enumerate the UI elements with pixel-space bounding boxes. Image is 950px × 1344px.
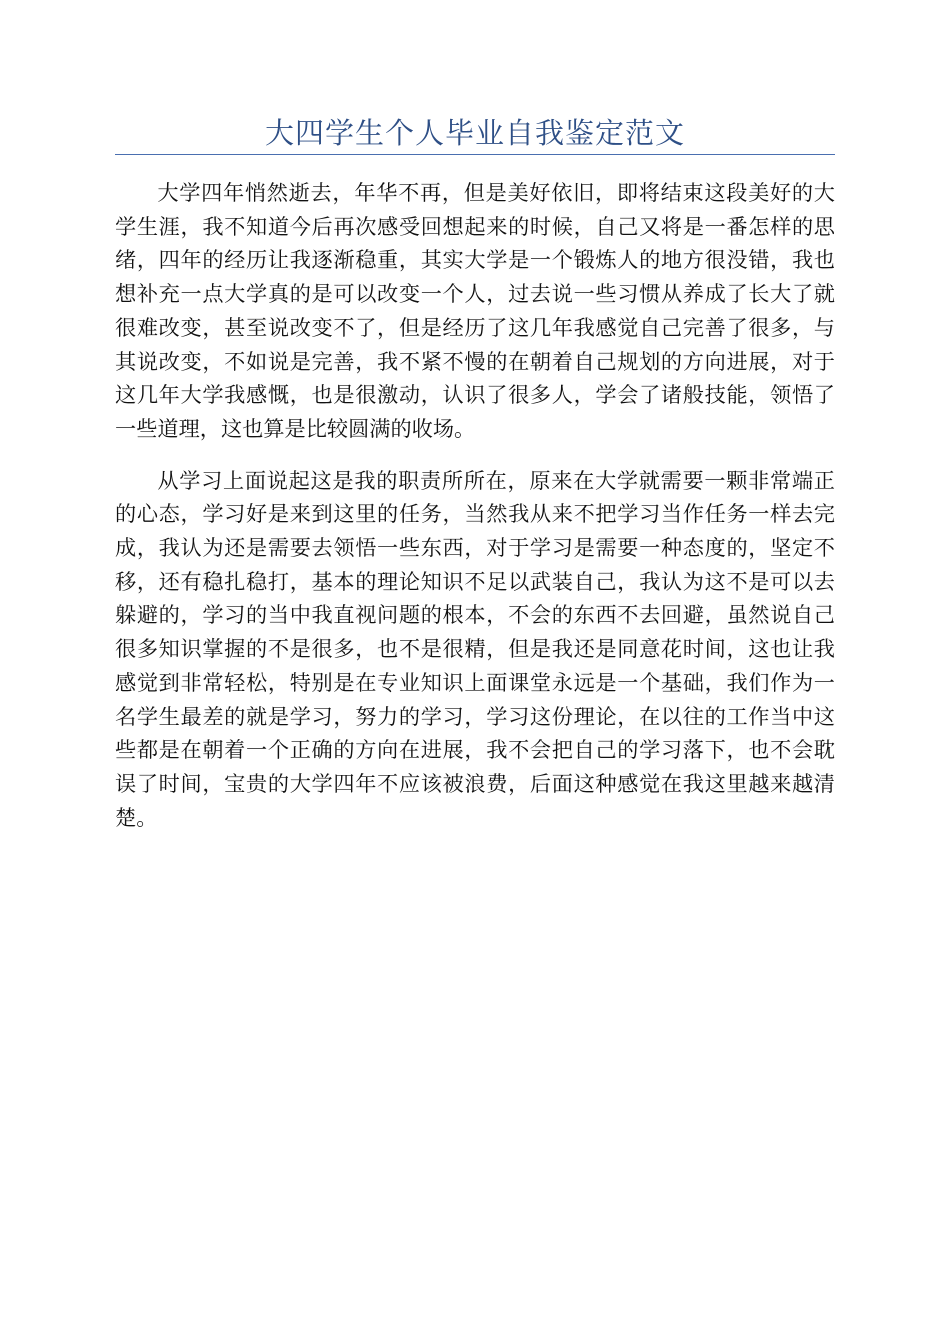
document-title: 大四学生个人毕业自我鉴定范文	[264, 116, 685, 150]
paragraph-1: 大学四年悄然逝去，年华不再，但是美好依旧，即将结束这段美好的大学生涯，我不知道今后再次感受回想起来的时候，自己又将是一番怎样的思绪，四年的经历让我逐渐稳重，其实大学是一个锻炼人的地方很没错，我也想补充一点大学真的是可以改变一个人，过去说一些习惯从养成了长大了就很难改变，甚至说改变不了，但是经历了这几年我感觉自己完善了很多，与其说改变，不如说是完善，我不紧不慢的在朝着自己规划的方向进展，对于这几年大学我感慨，也是很激动，认识了很多人，学会了诸般技能，领悟了一些道理，这也算是比较圆满的收场。	[115, 180, 835, 441]
paragraph-2: 从学习上面说起这是我的职责所所在，原来在大学就需要一颗非常端正的心态，学习好是来到这里的任务，当然我从来不把学习当作任务一样去完成，我认为还是需要去领悟一些东西，对于学习是需要一种态度的，坚定不移，还有稳扎稳打，基本的理论知识不足以武装自己，我认为这不是可以去躲避的，学习的当中我直视问题的根本，不会的东西不去回避，虽然说自己很多知识掌握的不是很多，也不是很精，但是我还是同意花时间，这也让我感觉到非常轻松，特别是在专业知识上面课堂永远是一个基础，我们作为一名学生最差的就是学习，努力的学习，学习这份理论，在以往的工作当中这些都是在朝着一个正确的方向在进展，我不会把自己的学习落下，也不会耽误了时间，宝贵的大学四年不应该被浪费，后面这种感觉在我这里越来越清楚。	[115, 467, 835, 830]
title-underline	[115, 154, 835, 155]
document-body	[115, 176, 835, 852]
